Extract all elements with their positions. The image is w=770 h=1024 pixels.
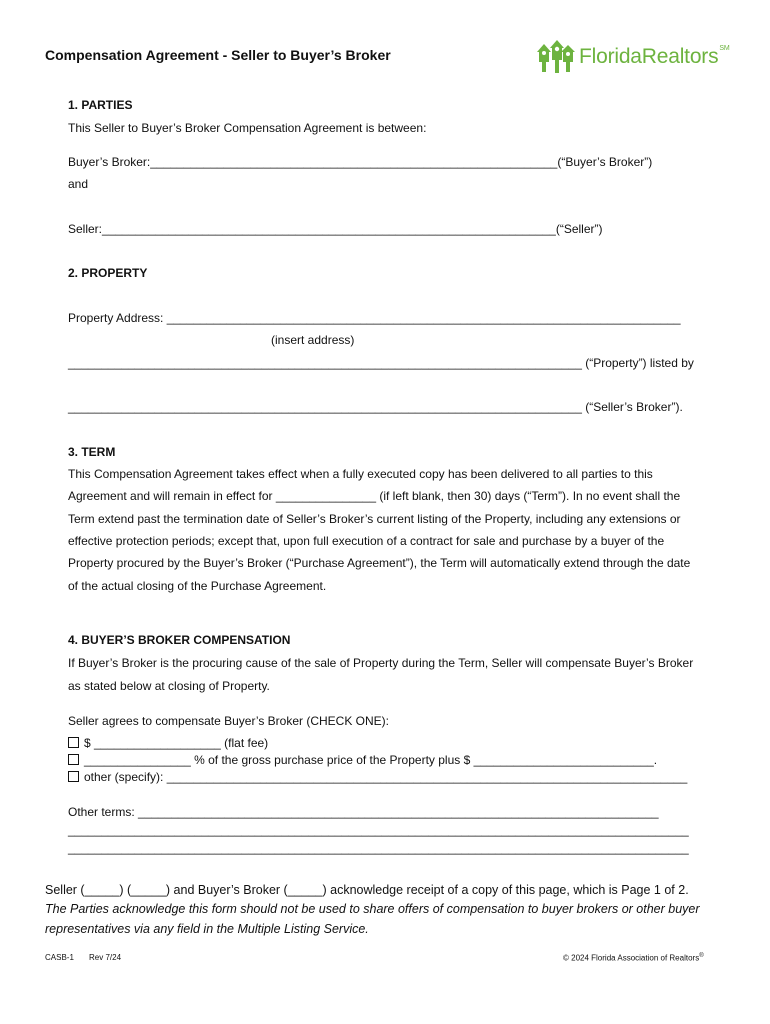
option-other (68, 770, 687, 784)
percentage-label[interactable]: ________________ % of the gross purchase price of the Property plus $ ___________________________. (84, 753, 658, 767)
term-line: This Compensation Agreement takes effect when a fully executed copy has been delivered to all parties to this (68, 467, 653, 481)
percentage-checkbox[interactable] (68, 754, 79, 765)
other-checkbox[interactable] (68, 771, 79, 782)
florida-realtors-logo (535, 37, 730, 77)
compensation-line: as stated below at closing of Property. (68, 679, 270, 693)
term-line: effective protection periods; except that, upon full execution of a contract for sale and purchase by a buyer of the (68, 534, 665, 548)
other-label[interactable]: other (specify): ______________________________________________________________________________ (84, 770, 688, 784)
houses-people-icon (535, 38, 575, 76)
check-one-label: Seller agrees to compensate Buyer’s Broker (CHECK ONE): (68, 714, 390, 728)
mls-disclaimer-line: representatives via any field in the Multiple Listing Service. (45, 922, 369, 936)
and-text: and (68, 177, 89, 191)
sellers-broker-field[interactable]: _____________________________________________________________________________ (“Seller’s Broker”). (68, 400, 683, 414)
copyright: © 2024 Florida Association of Realtors® (563, 953, 704, 963)
option-flat-fee (68, 736, 268, 750)
seller-field[interactable]: Seller:____________________________________________________________________(“Seller”) (68, 222, 603, 236)
flat-fee-label[interactable]: $ ___________________ (flat fee) (84, 736, 269, 750)
logo-wordmark: FloridaRealtors℠ (579, 45, 730, 68)
property-address-field[interactable]: Property Address: _____________________________________________________________________________ (68, 311, 681, 325)
other-terms-field[interactable]: Other terms: ______________________________________________________________________________ (68, 805, 659, 819)
compensation-line: If Buyer’s Broker is the procuring cause of the sale of Property during the Term, Seller will compensate Buyer’s Broker (68, 656, 694, 670)
term-line: Property procured by the Buyer’s Broker (“Purchase Agreement”), the Term will automatically extend through the date (68, 556, 691, 570)
property-listed-by-field[interactable]: _____________________________________________________________________________ (“Property”) listed by (68, 356, 694, 370)
document-title: Compensation Agreement - Seller to Buyer’s Broker (45, 47, 391, 63)
other-terms-line[interactable]: _____________________________________________________________________________________________ (68, 823, 689, 837)
term-line: of the actual closing of the Purchase Agreement. (68, 579, 327, 593)
term-line: Term extend past the termination date of Seller’s Broker’s current listing of the Property, including any extensions or (68, 512, 681, 526)
revision: Rev 7/24 (89, 953, 122, 962)
receipt-acknowledgement: Seller (_____) (_____) and Buyer’s Broker (_____) acknowledge receipt of a copy of this page, which is Page 1 of 2. (45, 883, 689, 897)
buyers-broker-field[interactable]: Buyer’s Broker:_____________________________________________________________(“Buyer’s Broker”) (68, 155, 653, 169)
other-terms-line[interactable]: _____________________________________________________________________________________________ (68, 841, 689, 855)
form-id: CASB-1 (45, 953, 74, 962)
section-parties-heading: 1. PARTIES (68, 98, 133, 112)
mls-disclaimer-line: The Parties acknowledge this form should not be used to share offers of compensation to buyer brokers or other buyer (45, 902, 700, 916)
option-percentage (68, 753, 657, 767)
insert-address-label: (insert address) (271, 333, 355, 347)
section-term-heading: 3. TERM (68, 445, 116, 459)
parties-intro: This Seller to Buyer’s Broker Compensation Agreement is between: (68, 121, 427, 135)
term-line[interactable]: Agreement and will remain in effect for _______________ (if left blank, then 30) days (“Term”). In no event shall the (68, 489, 681, 503)
flat-fee-checkbox[interactable] (68, 737, 79, 748)
section-property-heading: 2. PROPERTY (68, 266, 148, 280)
section-compensation-heading: 4. BUYER’S BROKER COMPENSATION (68, 633, 291, 647)
